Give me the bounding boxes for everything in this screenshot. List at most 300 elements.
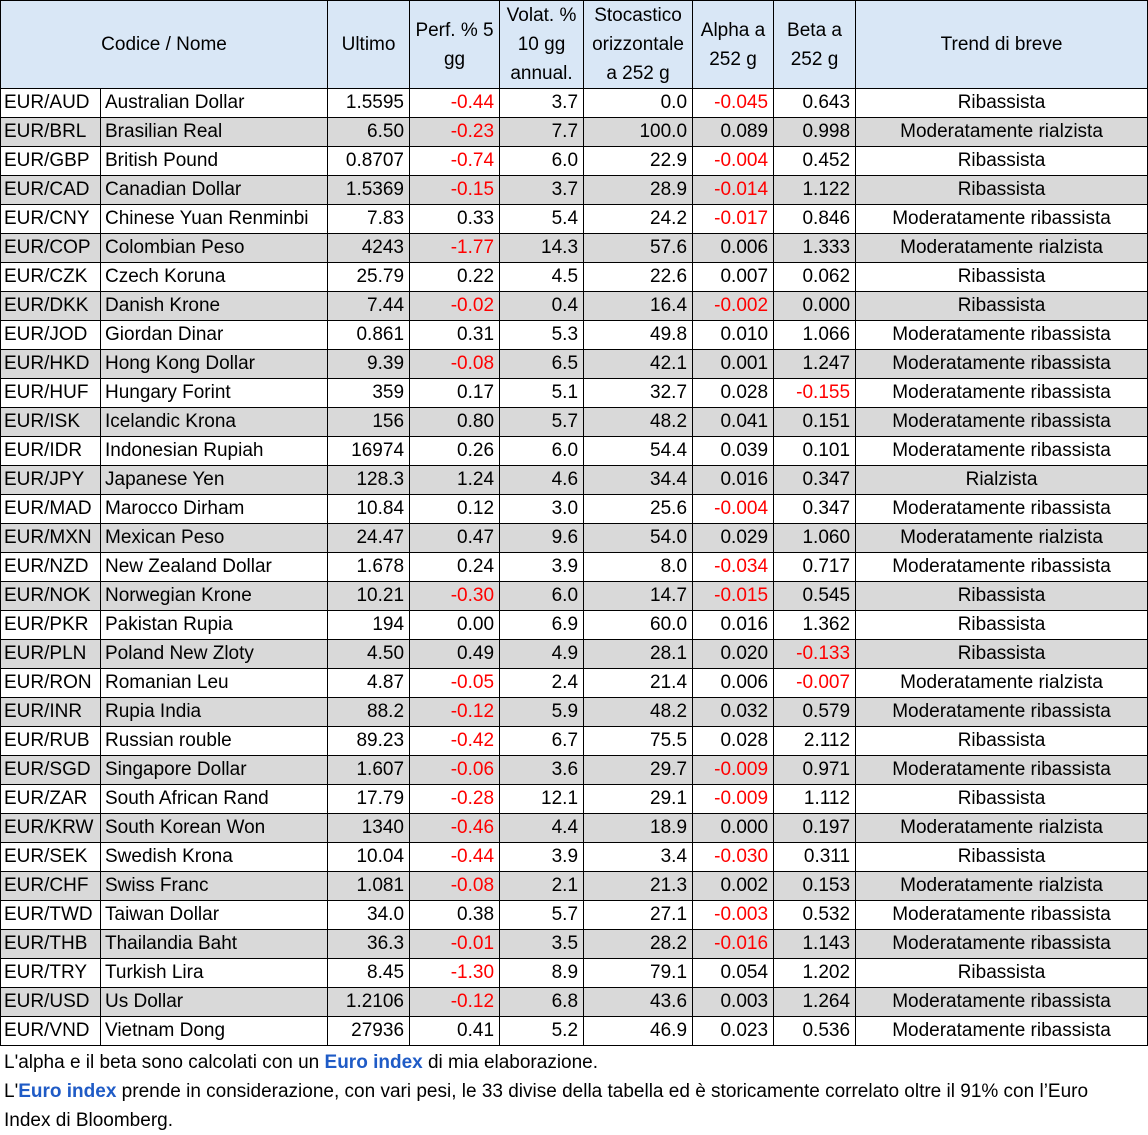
cell-name: Canadian Dollar <box>101 176 328 205</box>
cell-beta: 0.062 <box>774 263 856 292</box>
table-row <box>1 89 1148 118</box>
cell-alpha: -0.014 <box>693 176 774 205</box>
cell-name: Thailandia Baht <box>101 930 328 959</box>
cell-perf: -0.74 <box>410 147 500 176</box>
cell-last: 4.50 <box>328 640 410 669</box>
cell-last: 6.50 <box>328 118 410 147</box>
cell-beta: 0.717 <box>774 553 856 582</box>
cell-stochastic: 18.9 <box>584 814 693 843</box>
cell-beta: 0.846 <box>774 205 856 234</box>
cell-beta: 2.112 <box>774 727 856 756</box>
cell-last: 8.45 <box>328 959 410 988</box>
cell-volatility: 3.6 <box>500 756 584 785</box>
header-perf: Perf. % 5 gg <box>410 1 500 89</box>
cell-code: EUR/VND <box>1 1017 101 1046</box>
cell-beta: 0.347 <box>774 466 856 495</box>
cell-trend: Ribassista <box>856 727 1148 756</box>
cell-name: Giordan Dinar <box>101 321 328 350</box>
cell-last: 1.5595 <box>328 89 410 118</box>
cell-volatility: 6.9 <box>500 611 584 640</box>
cell-code: EUR/CHF <box>1 872 101 901</box>
cell-beta: -0.155 <box>774 379 856 408</box>
cell-stochastic: 27.1 <box>584 901 693 930</box>
cell-perf: -0.42 <box>410 727 500 756</box>
cell-alpha: 0.032 <box>693 698 774 727</box>
cell-trend: Ribassista <box>856 89 1148 118</box>
cell-alpha: 0.016 <box>693 466 774 495</box>
cell-stochastic: 48.2 <box>584 698 693 727</box>
cell-perf: 0.24 <box>410 553 500 582</box>
cell-stochastic: 24.2 <box>584 205 693 234</box>
cell-last: 36.3 <box>328 930 410 959</box>
cell-code: EUR/KRW <box>1 814 101 843</box>
cell-last: 0.861 <box>328 321 410 350</box>
cell-code: EUR/PLN <box>1 640 101 669</box>
cell-volatility: 14.3 <box>500 234 584 263</box>
cell-stochastic: 28.1 <box>584 640 693 669</box>
table-row <box>1 495 1148 524</box>
cell-alpha: 0.002 <box>693 872 774 901</box>
header-stochastic: Stocastico orizzontale a 252 g <box>584 1 693 89</box>
cell-trend: Ribassista <box>856 843 1148 872</box>
table-row <box>1 727 1148 756</box>
cell-stochastic: 100.0 <box>584 118 693 147</box>
cell-trend: Moderatamente ribassista <box>856 350 1148 379</box>
cell-volatility: 3.7 <box>500 176 584 205</box>
cell-last: 4243 <box>328 234 410 263</box>
cell-alpha: 0.041 <box>693 408 774 437</box>
cell-stochastic: 28.2 <box>584 930 693 959</box>
cell-code: EUR/TRY <box>1 959 101 988</box>
cell-trend: Ribassista <box>856 292 1148 321</box>
footnote-2-highlight: Euro index <box>18 1081 117 1102</box>
table-row <box>1 1017 1148 1046</box>
cell-stochastic: 16.4 <box>584 292 693 321</box>
cell-code: EUR/MXN <box>1 524 101 553</box>
cell-last: 88.2 <box>328 698 410 727</box>
table-row <box>1 176 1148 205</box>
cell-last: 7.83 <box>328 205 410 234</box>
cell-name: Chinese Yuan Renminbi <box>101 205 328 234</box>
cell-beta: 0.151 <box>774 408 856 437</box>
cell-beta: -0.133 <box>774 640 856 669</box>
cell-alpha: 0.006 <box>693 669 774 698</box>
cell-perf: -0.44 <box>410 89 500 118</box>
table-row <box>1 292 1148 321</box>
cell-stochastic: 54.0 <box>584 524 693 553</box>
cell-perf: -0.02 <box>410 292 500 321</box>
cell-stochastic: 57.6 <box>584 234 693 263</box>
cell-code: EUR/ISK <box>1 408 101 437</box>
cell-beta: 1.122 <box>774 176 856 205</box>
cell-beta: 1.112 <box>774 785 856 814</box>
footnote-line-1 <box>4 1048 1114 1077</box>
cell-stochastic: 3.4 <box>584 843 693 872</box>
cell-trend: Moderatamente rialzista <box>856 234 1148 263</box>
cell-trend: Moderatamente ribassista <box>856 988 1148 1017</box>
cell-beta: 0.101 <box>774 437 856 466</box>
table-row <box>1 118 1148 147</box>
cell-name: Vietnam Dong <box>101 1017 328 1046</box>
cell-volatility: 6.0 <box>500 582 584 611</box>
cell-trend: Moderatamente ribassista <box>856 698 1148 727</box>
cell-perf: 0.26 <box>410 437 500 466</box>
cell-perf: -0.46 <box>410 814 500 843</box>
cell-beta: 0.579 <box>774 698 856 727</box>
cell-beta: 0.347 <box>774 495 856 524</box>
table-row <box>1 640 1148 669</box>
cell-trend: Moderatamente ribassista <box>856 437 1148 466</box>
cell-perf: -0.08 <box>410 872 500 901</box>
cell-name: Mexican Peso <box>101 524 328 553</box>
table-row <box>1 959 1148 988</box>
cell-name: Brasilian Real <box>101 118 328 147</box>
cell-code: EUR/JPY <box>1 466 101 495</box>
cell-name: Hungary Forint <box>101 379 328 408</box>
cell-alpha: 0.089 <box>693 118 774 147</box>
cell-perf: -0.08 <box>410 350 500 379</box>
table-row <box>1 611 1148 640</box>
cell-last: 156 <box>328 408 410 437</box>
cell-name: Colombian Peso <box>101 234 328 263</box>
table-row <box>1 524 1148 553</box>
cell-stochastic: 29.1 <box>584 785 693 814</box>
cell-beta: 0.532 <box>774 901 856 930</box>
cell-code: EUR/CNY <box>1 205 101 234</box>
cell-alpha: -0.034 <box>693 553 774 582</box>
cell-stochastic: 54.4 <box>584 437 693 466</box>
cell-code: EUR/RUB <box>1 727 101 756</box>
cell-last: 1.678 <box>328 553 410 582</box>
cell-stochastic: 0.0 <box>584 89 693 118</box>
footnote-2-text-b: prende in considerazione, con vari pesi, le 33 divise della tabella ed è storicamente correlato oltre il 91% con l’Euro Index di Bloomberg. <box>4 1081 1089 1131</box>
cell-code: EUR/MAD <box>1 495 101 524</box>
cell-trend: Moderatamente ribassista <box>856 553 1148 582</box>
cell-beta: 0.197 <box>774 814 856 843</box>
cell-beta: 1.143 <box>774 930 856 959</box>
cell-alpha: 0.028 <box>693 727 774 756</box>
cell-last: 16974 <box>328 437 410 466</box>
cell-perf: 0.80 <box>410 408 500 437</box>
cell-last: 1.2106 <box>328 988 410 1017</box>
cell-beta: 0.643 <box>774 89 856 118</box>
table-row <box>1 785 1148 814</box>
cell-code: EUR/BRL <box>1 118 101 147</box>
cell-stochastic: 32.7 <box>584 379 693 408</box>
table-row <box>1 234 1148 263</box>
cell-trend: Moderatamente rialzista <box>856 524 1148 553</box>
table-row <box>1 988 1148 1017</box>
cell-beta: 1.362 <box>774 611 856 640</box>
cell-trend: Moderatamente ribassista <box>856 321 1148 350</box>
cell-code: EUR/COP <box>1 234 101 263</box>
cell-last: 194 <box>328 611 410 640</box>
cell-stochastic: 48.2 <box>584 408 693 437</box>
cell-code: EUR/RON <box>1 669 101 698</box>
cell-last: 10.21 <box>328 582 410 611</box>
cell-trend: Moderatamente rialzista <box>856 814 1148 843</box>
cell-trend: Ribassista <box>856 640 1148 669</box>
cell-alpha: 0.001 <box>693 350 774 379</box>
cell-alpha: 0.000 <box>693 814 774 843</box>
cell-perf: 0.38 <box>410 901 500 930</box>
cell-alpha: -0.002 <box>693 292 774 321</box>
table-row <box>1 901 1148 930</box>
cell-volatility: 5.9 <box>500 698 584 727</box>
cell-trend: Moderatamente ribassista <box>856 495 1148 524</box>
table-row <box>1 321 1148 350</box>
cell-stochastic: 49.8 <box>584 321 693 350</box>
cell-beta: 1.247 <box>774 350 856 379</box>
footnote-1-highlight: Euro index <box>324 1052 423 1073</box>
cell-alpha: -0.009 <box>693 756 774 785</box>
cell-name: Turkish Lira <box>101 959 328 988</box>
cell-stochastic: 29.7 <box>584 756 693 785</box>
header-beta: Beta a 252 g <box>774 1 856 89</box>
cell-alpha: 0.054 <box>693 959 774 988</box>
cell-code: EUR/USD <box>1 988 101 1017</box>
cell-code: EUR/ZAR <box>1 785 101 814</box>
cell-perf: -0.12 <box>410 988 500 1017</box>
cell-volatility: 6.0 <box>500 437 584 466</box>
cell-last: 1.081 <box>328 872 410 901</box>
cell-alpha: -0.015 <box>693 582 774 611</box>
cell-last: 1.607 <box>328 756 410 785</box>
cell-code: EUR/SGD <box>1 756 101 785</box>
cell-trend: Moderatamente ribassista <box>856 930 1148 959</box>
cell-name: Us Dollar <box>101 988 328 1017</box>
cell-name: Rupia India <box>101 698 328 727</box>
cell-code: EUR/NOK <box>1 582 101 611</box>
cell-trend: Ribassista <box>856 263 1148 292</box>
cell-beta: 1.066 <box>774 321 856 350</box>
cell-name: Norwegian Krone <box>101 582 328 611</box>
cell-last: 4.87 <box>328 669 410 698</box>
cell-beta: 0.998 <box>774 118 856 147</box>
cell-code: EUR/THB <box>1 930 101 959</box>
cell-volatility: 4.5 <box>500 263 584 292</box>
cell-beta: 0.536 <box>774 1017 856 1046</box>
cell-beta: 0.000 <box>774 292 856 321</box>
cell-code: EUR/HUF <box>1 379 101 408</box>
cell-volatility: 6.8 <box>500 988 584 1017</box>
cell-last: 0.8707 <box>328 147 410 176</box>
table-row <box>1 698 1148 727</box>
cell-name: Icelandic Krona <box>101 408 328 437</box>
cell-code: EUR/GBP <box>1 147 101 176</box>
cell-perf: -0.23 <box>410 118 500 147</box>
cell-stochastic: 14.7 <box>584 582 693 611</box>
cell-perf: 0.33 <box>410 205 500 234</box>
table-row <box>1 843 1148 872</box>
cell-name: Marocco Dirham <box>101 495 328 524</box>
cell-volatility: 3.7 <box>500 89 584 118</box>
cell-name: South Korean Won <box>101 814 328 843</box>
cell-stochastic: 22.6 <box>584 263 693 292</box>
cell-last: 24.47 <box>328 524 410 553</box>
cell-trend: Ribassista <box>856 959 1148 988</box>
cell-perf: 1.24 <box>410 466 500 495</box>
cell-alpha: -0.045 <box>693 89 774 118</box>
cell-code: EUR/CAD <box>1 176 101 205</box>
cell-name: Singapore Dollar <box>101 756 328 785</box>
cell-stochastic: 60.0 <box>584 611 693 640</box>
cell-alpha: -0.003 <box>693 901 774 930</box>
cell-perf: -0.06 <box>410 756 500 785</box>
cell-volatility: 5.3 <box>500 321 584 350</box>
cell-trend: Moderatamente ribassista <box>856 756 1148 785</box>
cell-perf: -0.01 <box>410 930 500 959</box>
cell-code: EUR/TWD <box>1 901 101 930</box>
header-code-name: Codice / Nome <box>1 1 328 89</box>
cell-beta: 1.202 <box>774 959 856 988</box>
cell-name: Danish Krone <box>101 292 328 321</box>
cell-trend: Ribassista <box>856 147 1148 176</box>
cell-alpha: 0.020 <box>693 640 774 669</box>
cell-beta: 0.545 <box>774 582 856 611</box>
cell-beta: -0.007 <box>774 669 856 698</box>
cell-volatility: 3.0 <box>500 495 584 524</box>
table-row <box>1 756 1148 785</box>
cell-last: 27936 <box>328 1017 410 1046</box>
cell-trend: Moderatamente ribassista <box>856 1017 1148 1046</box>
cell-perf: -0.05 <box>410 669 500 698</box>
cell-code: EUR/AUD <box>1 89 101 118</box>
cell-last: 34.0 <box>328 901 410 930</box>
table-row <box>1 582 1148 611</box>
cell-beta: 0.452 <box>774 147 856 176</box>
cell-code: EUR/HKD <box>1 350 101 379</box>
cell-last: 9.39 <box>328 350 410 379</box>
cell-beta: 1.264 <box>774 988 856 1017</box>
cell-perf: -0.44 <box>410 843 500 872</box>
table-row <box>1 466 1148 495</box>
cell-name: Czech Koruna <box>101 263 328 292</box>
cell-alpha: 0.029 <box>693 524 774 553</box>
cell-volatility: 4.9 <box>500 640 584 669</box>
cell-code: EUR/PKR <box>1 611 101 640</box>
cell-perf: 0.17 <box>410 379 500 408</box>
cell-name: British Pound <box>101 147 328 176</box>
table-row <box>1 408 1148 437</box>
cell-volatility: 5.4 <box>500 205 584 234</box>
cell-trend: Ribassista <box>856 176 1148 205</box>
header-trend: Trend di breve <box>856 1 1148 89</box>
cell-stochastic: 28.9 <box>584 176 693 205</box>
cell-trend: Moderatamente ribassista <box>856 901 1148 930</box>
cell-last: 1.5369 <box>328 176 410 205</box>
cell-volatility: 5.1 <box>500 379 584 408</box>
cell-volatility: 6.0 <box>500 147 584 176</box>
cell-code: EUR/IDR <box>1 437 101 466</box>
cell-volatility: 2.4 <box>500 669 584 698</box>
cell-name: Taiwan Dollar <box>101 901 328 930</box>
cell-volatility: 5.7 <box>500 408 584 437</box>
cell-volatility: 4.4 <box>500 814 584 843</box>
cell-beta: 0.311 <box>774 843 856 872</box>
cell-stochastic: 21.3 <box>584 872 693 901</box>
cell-volatility: 6.7 <box>500 727 584 756</box>
cell-stochastic: 43.6 <box>584 988 693 1017</box>
cell-alpha: 0.006 <box>693 234 774 263</box>
cell-trend: Moderatamente rialzista <box>856 118 1148 147</box>
cell-name: Hong Kong Dollar <box>101 350 328 379</box>
footnotes <box>0 1046 1118 1135</box>
cell-stochastic: 42.1 <box>584 350 693 379</box>
table-row <box>1 437 1148 466</box>
cell-alpha: 0.003 <box>693 988 774 1017</box>
cell-stochastic: 22.9 <box>584 147 693 176</box>
cell-trend: Moderatamente rialzista <box>856 872 1148 901</box>
cell-name: Poland New Zloty <box>101 640 328 669</box>
cell-stochastic: 25.6 <box>584 495 693 524</box>
cell-name: Swiss Franc <box>101 872 328 901</box>
cell-perf: 0.12 <box>410 495 500 524</box>
table-row <box>1 814 1148 843</box>
cell-last: 10.84 <box>328 495 410 524</box>
cell-perf: 0.41 <box>410 1017 500 1046</box>
cell-stochastic: 34.4 <box>584 466 693 495</box>
cell-name: Japanese Yen <box>101 466 328 495</box>
cell-alpha: 0.010 <box>693 321 774 350</box>
table-row <box>1 147 1148 176</box>
table-row <box>1 263 1148 292</box>
cell-perf: -0.30 <box>410 582 500 611</box>
cell-volatility: 7.7 <box>500 118 584 147</box>
cell-stochastic: 79.1 <box>584 959 693 988</box>
cell-last: 17.79 <box>328 785 410 814</box>
table-row <box>1 205 1148 234</box>
cell-code: EUR/DKK <box>1 292 101 321</box>
cell-alpha: -0.004 <box>693 147 774 176</box>
cell-alpha: 0.016 <box>693 611 774 640</box>
cell-perf: 0.49 <box>410 640 500 669</box>
cell-last: 1340 <box>328 814 410 843</box>
table-row <box>1 553 1148 582</box>
cell-last: 89.23 <box>328 727 410 756</box>
cell-last: 128.3 <box>328 466 410 495</box>
cell-perf: 0.31 <box>410 321 500 350</box>
cell-volatility: 5.7 <box>500 901 584 930</box>
cell-perf: -1.77 <box>410 234 500 263</box>
cell-code: EUR/CZK <box>1 263 101 292</box>
cell-volatility: 2.1 <box>500 872 584 901</box>
cell-name: Swedish Krona <box>101 843 328 872</box>
cell-beta: 1.333 <box>774 234 856 263</box>
cell-name: Pakistan Rupia <box>101 611 328 640</box>
cell-trend: Ribassista <box>856 785 1148 814</box>
cell-perf: -1.30 <box>410 959 500 988</box>
cell-volatility: 5.2 <box>500 1017 584 1046</box>
cell-last: 359 <box>328 379 410 408</box>
cell-alpha: 0.039 <box>693 437 774 466</box>
cell-name: South African Rand <box>101 785 328 814</box>
table-row <box>1 930 1148 959</box>
cell-perf: -0.12 <box>410 698 500 727</box>
cell-alpha: 0.023 <box>693 1017 774 1046</box>
cell-alpha: -0.016 <box>693 930 774 959</box>
cell-trend: Ribassista <box>856 611 1148 640</box>
cell-perf: 0.22 <box>410 263 500 292</box>
cell-name: Indonesian Rupiah <box>101 437 328 466</box>
cell-trend: Rialzista <box>856 466 1148 495</box>
cell-trend: Ribassista <box>856 582 1148 611</box>
cell-stochastic: 75.5 <box>584 727 693 756</box>
cell-beta: 1.060 <box>774 524 856 553</box>
cell-alpha: -0.009 <box>693 785 774 814</box>
cell-beta: 0.153 <box>774 872 856 901</box>
footnote-2-text-a: L' <box>4 1081 19 1102</box>
